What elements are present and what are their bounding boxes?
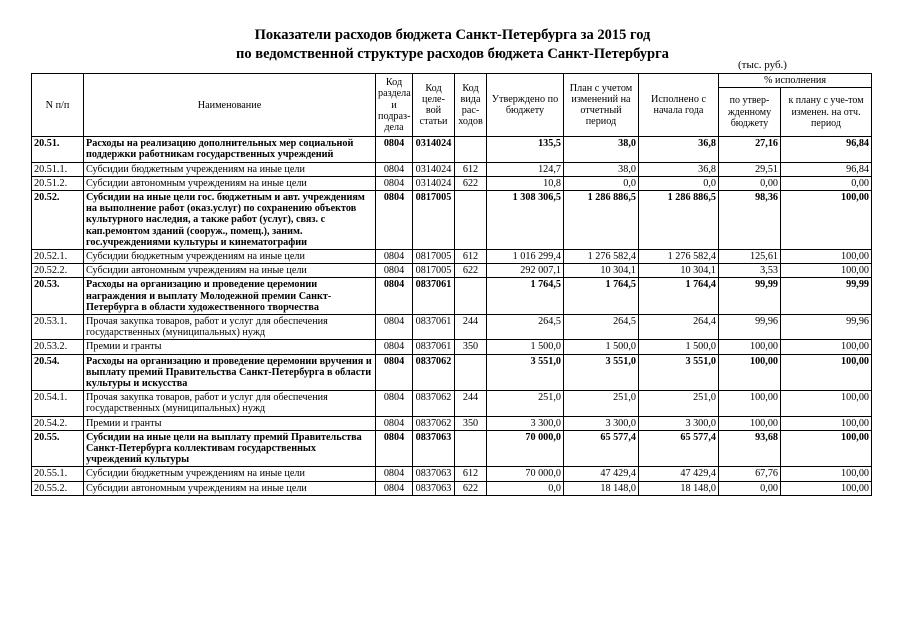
row-plan: 0,0 <box>564 176 639 190</box>
row-type-code: 612 <box>455 467 487 481</box>
col-header-pct-group: % исполнения <box>719 74 872 88</box>
row-section-code: 0804 <box>376 137 413 162</box>
row-num: 20.52.1. <box>32 250 84 264</box>
row-pct-plan: 100,00 <box>781 430 872 467</box>
row-plan: 10 304,1 <box>564 264 639 278</box>
row-num: 20.51.1. <box>32 162 84 176</box>
row-pct-approved: 27,16 <box>719 137 781 162</box>
table-row <box>32 416 872 430</box>
row-pct-approved: 125,61 <box>719 250 781 264</box>
row-type-code <box>455 354 487 391</box>
row-target-code: 0817005 <box>413 191 455 250</box>
row-executed: 264,4 <box>639 315 719 340</box>
row-target-code: 0837063 <box>413 481 455 495</box>
row-name: Расходы на организацию и проведение церемонии награждения и выплату Молодежной премии Санкт-Петербурга в области художественного творчества <box>84 278 376 315</box>
row-pct-approved: 99,96 <box>719 315 781 340</box>
row-section-code: 0804 <box>376 162 413 176</box>
row-type-code <box>455 191 487 250</box>
row-num: 20.54.1. <box>32 391 84 416</box>
row-target-code: 0314024 <box>413 162 455 176</box>
row-approved: 70 000,0 <box>487 467 564 481</box>
row-type-code <box>455 137 487 162</box>
table-row <box>32 250 872 264</box>
row-section-code: 0804 <box>376 481 413 495</box>
row-pct-approved: 0,00 <box>719 481 781 495</box>
row-approved: 264,5 <box>487 315 564 340</box>
row-plan: 65 577,4 <box>564 430 639 467</box>
row-pct-plan: 100,00 <box>781 467 872 481</box>
row-pct-plan: 99,99 <box>781 278 872 315</box>
row-approved: 1 016 299,4 <box>487 250 564 264</box>
table-row <box>32 264 872 278</box>
row-target-code: 0837062 <box>413 416 455 430</box>
row-pct-approved: 100,00 <box>719 354 781 391</box>
row-num: 20.53.1. <box>32 315 84 340</box>
row-executed: 1 276 582,4 <box>639 250 719 264</box>
row-plan: 1 276 582,4 <box>564 250 639 264</box>
row-pct-approved: 0,00 <box>719 176 781 190</box>
row-num: 20.51. <box>32 137 84 162</box>
row-plan: 3 551,0 <box>564 354 639 391</box>
col-header-approved: Утверждено по бюджету <box>487 74 564 137</box>
row-target-code: 0837061 <box>413 340 455 354</box>
row-target-code: 0837063 <box>413 467 455 481</box>
row-num: 20.54. <box>32 354 84 391</box>
row-section-code: 0804 <box>376 264 413 278</box>
row-pct-plan: 96,84 <box>781 162 872 176</box>
table-row <box>32 162 872 176</box>
table-row <box>32 430 872 467</box>
row-pct-approved: 100,00 <box>719 340 781 354</box>
col-header-pct-approved: по утвер-жденному бюджету <box>719 88 781 137</box>
row-section-code: 0804 <box>376 315 413 340</box>
row-executed: 0,0 <box>639 176 719 190</box>
row-num: 20.51.2. <box>32 176 84 190</box>
row-pct-approved: 29,51 <box>719 162 781 176</box>
row-approved: 10,8 <box>487 176 564 190</box>
row-target-code: 0314024 <box>413 137 455 162</box>
row-type-code: 244 <box>455 391 487 416</box>
row-pct-approved: 99,99 <box>719 278 781 315</box>
row-num: 20.53. <box>32 278 84 315</box>
row-name: Расходы на реализацию дополнительных мер социальной поддержки работникам государственных учреждений <box>84 137 376 162</box>
row-executed: 18 148,0 <box>639 481 719 495</box>
row-plan: 251,0 <box>564 391 639 416</box>
row-executed: 1 500,0 <box>639 340 719 354</box>
row-plan: 3 300,0 <box>564 416 639 430</box>
row-name: Субсидии автономным учреждениям на иные цели <box>84 481 376 495</box>
row-section-code: 0804 <box>376 467 413 481</box>
row-section-code: 0804 <box>376 191 413 250</box>
table-row <box>32 391 872 416</box>
row-name: Прочая закупка товаров, работ и услуг для обеспечения государственных (муниципальных) нужд <box>84 315 376 340</box>
table-row <box>32 137 872 162</box>
row-section-code: 0804 <box>376 278 413 315</box>
row-section-code: 0804 <box>376 250 413 264</box>
row-pct-plan: 100,00 <box>781 191 872 250</box>
row-pct-approved: 98,36 <box>719 191 781 250</box>
row-num: 20.52. <box>32 191 84 250</box>
table-row <box>32 191 872 250</box>
row-executed: 3 551,0 <box>639 354 719 391</box>
row-name: Прочая закупка товаров, работ и услуг для обеспечения государственных (муниципальных) нужд <box>84 391 376 416</box>
row-name: Субсидии автономным учреждениям на иные цели <box>84 264 376 278</box>
row-section-code: 0804 <box>376 340 413 354</box>
col-header-name: Наименование <box>84 74 376 137</box>
row-executed: 251,0 <box>639 391 719 416</box>
row-pct-approved: 100,00 <box>719 416 781 430</box>
row-executed: 3 300,0 <box>639 416 719 430</box>
row-target-code: 0817005 <box>413 250 455 264</box>
row-target-code: 0837062 <box>413 391 455 416</box>
row-name: Субсидии бюджетным учреждениям на иные цели <box>84 467 376 481</box>
row-pct-approved: 100,00 <box>719 391 781 416</box>
row-approved: 124,7 <box>487 162 564 176</box>
row-approved: 1 500,0 <box>487 340 564 354</box>
col-header-plan: План с учетом изменений на отчетный период <box>564 74 639 137</box>
row-section-code: 0804 <box>376 430 413 467</box>
row-num: 20.52.2. <box>32 264 84 278</box>
budget-table <box>31 73 872 496</box>
row-plan: 18 148,0 <box>564 481 639 495</box>
row-target-code: 0817005 <box>413 264 455 278</box>
row-plan: 38,0 <box>564 162 639 176</box>
row-num: 20.55.2. <box>32 481 84 495</box>
row-pct-plan: 100,00 <box>781 354 872 391</box>
row-approved: 0,0 <box>487 481 564 495</box>
document-title-line2: по ведомственной структуре расходов бюджета Санкт-Петербурга <box>236 46 669 62</box>
row-approved: 251,0 <box>487 391 564 416</box>
row-executed: 36,8 <box>639 137 719 162</box>
row-type-code: 622 <box>455 264 487 278</box>
row-name: Субсидии бюджетным учреждениям на иные цели <box>84 250 376 264</box>
row-approved: 292 007,1 <box>487 264 564 278</box>
row-executed: 47 429,4 <box>639 467 719 481</box>
row-executed: 1 286 886,5 <box>639 191 719 250</box>
row-type-code <box>455 430 487 467</box>
table-row <box>32 340 872 354</box>
row-plan: 1 764,5 <box>564 278 639 315</box>
row-pct-plan: 100,00 <box>781 250 872 264</box>
row-section-code: 0804 <box>376 416 413 430</box>
table-row <box>32 278 872 315</box>
row-plan: 38,0 <box>564 137 639 162</box>
row-name: Премии и гранты <box>84 416 376 430</box>
row-num: 20.53.2. <box>32 340 84 354</box>
row-target-code: 0314024 <box>413 176 455 190</box>
row-pct-plan: 100,00 <box>781 340 872 354</box>
row-pct-plan: 99,96 <box>781 315 872 340</box>
row-target-code: 0837061 <box>413 315 455 340</box>
row-executed: 1 764,4 <box>639 278 719 315</box>
col-header-pct-plan: к плану с уче-том изменен. на отч. период <box>781 88 872 137</box>
row-target-code: 0837063 <box>413 430 455 467</box>
row-name: Субсидии автономным учреждениям на иные цели <box>84 176 376 190</box>
row-plan: 1 286 886,5 <box>564 191 639 250</box>
col-header-target: Код целе-вой статьи <box>413 74 455 137</box>
col-header-section: Код раздела и подраз-дела <box>376 74 413 137</box>
row-type-code: 350 <box>455 340 487 354</box>
row-name: Расходы на организацию и проведение церемонии вручения и выплату премий Правительства Санкт-Петербурга в области культуры и искусства <box>84 354 376 391</box>
row-executed: 10 304,1 <box>639 264 719 278</box>
row-section-code: 0804 <box>376 354 413 391</box>
col-header-num: N п/п <box>32 74 84 137</box>
row-type-code <box>455 278 487 315</box>
row-name: Премии и гранты <box>84 340 376 354</box>
row-approved: 135,5 <box>487 137 564 162</box>
table-row <box>32 354 872 391</box>
row-pct-plan: 0,00 <box>781 176 872 190</box>
row-type-code: 612 <box>455 250 487 264</box>
row-target-code: 0837061 <box>413 278 455 315</box>
row-section-code: 0804 <box>376 176 413 190</box>
row-pct-plan: 100,00 <box>781 391 872 416</box>
row-num: 20.55. <box>32 430 84 467</box>
row-type-code: 244 <box>455 315 487 340</box>
table-row <box>32 467 872 481</box>
row-plan: 264,5 <box>564 315 639 340</box>
row-executed: 65 577,4 <box>639 430 719 467</box>
row-num: 20.55.1. <box>32 467 84 481</box>
row-name: Субсидии бюджетным учреждениям на иные цели <box>84 162 376 176</box>
row-pct-approved: 67,76 <box>719 467 781 481</box>
table-row <box>32 315 872 340</box>
row-type-code: 612 <box>455 162 487 176</box>
col-header-executed: Исполнено с начала года <box>639 74 719 137</box>
row-pct-plan: 100,00 <box>781 416 872 430</box>
row-pct-approved: 3,53 <box>719 264 781 278</box>
units-label: (тыс. руб.) <box>738 59 787 71</box>
table-row <box>32 176 872 190</box>
row-plan: 1 500,0 <box>564 340 639 354</box>
col-header-type: Код вида рас-ходов <box>455 74 487 137</box>
table-body <box>32 137 872 496</box>
row-pct-plan: 100,00 <box>781 264 872 278</box>
row-approved: 3 300,0 <box>487 416 564 430</box>
row-approved: 1 308 306,5 <box>487 191 564 250</box>
row-executed: 36,8 <box>639 162 719 176</box>
row-num: 20.54.2. <box>32 416 84 430</box>
row-name: Субсидии на иные цели гос. бюджетным и авт. учреждениям на выполнение работ (оказ.услуг) по сохранению объектов культурного наследия, а также работ (услуг), связ. с кап.ремонтом зданий (сооруж., помещ.), заним. гос.учреждениями культуры и кинематографии <box>84 191 376 250</box>
row-approved: 3 551,0 <box>487 354 564 391</box>
row-type-code: 622 <box>455 176 487 190</box>
row-pct-plan: 96,84 <box>781 137 872 162</box>
row-type-code: 350 <box>455 416 487 430</box>
row-plan: 47 429,4 <box>564 467 639 481</box>
row-section-code: 0804 <box>376 391 413 416</box>
row-type-code: 622 <box>455 481 487 495</box>
row-approved: 1 764,5 <box>487 278 564 315</box>
row-target-code: 0837062 <box>413 354 455 391</box>
row-pct-plan: 100,00 <box>781 481 872 495</box>
row-pct-approved: 93,68 <box>719 430 781 467</box>
row-name: Субсидии на иные цели на выплату премий Правительства Санкт-Петербурга коллективам государственных учреждений культуры <box>84 430 376 467</box>
row-approved: 70 000,0 <box>487 430 564 467</box>
table-row <box>32 481 872 495</box>
document-title-line1: Показатели расходов бюджета Санкт-Петербурга за 2015 год <box>254 27 651 43</box>
